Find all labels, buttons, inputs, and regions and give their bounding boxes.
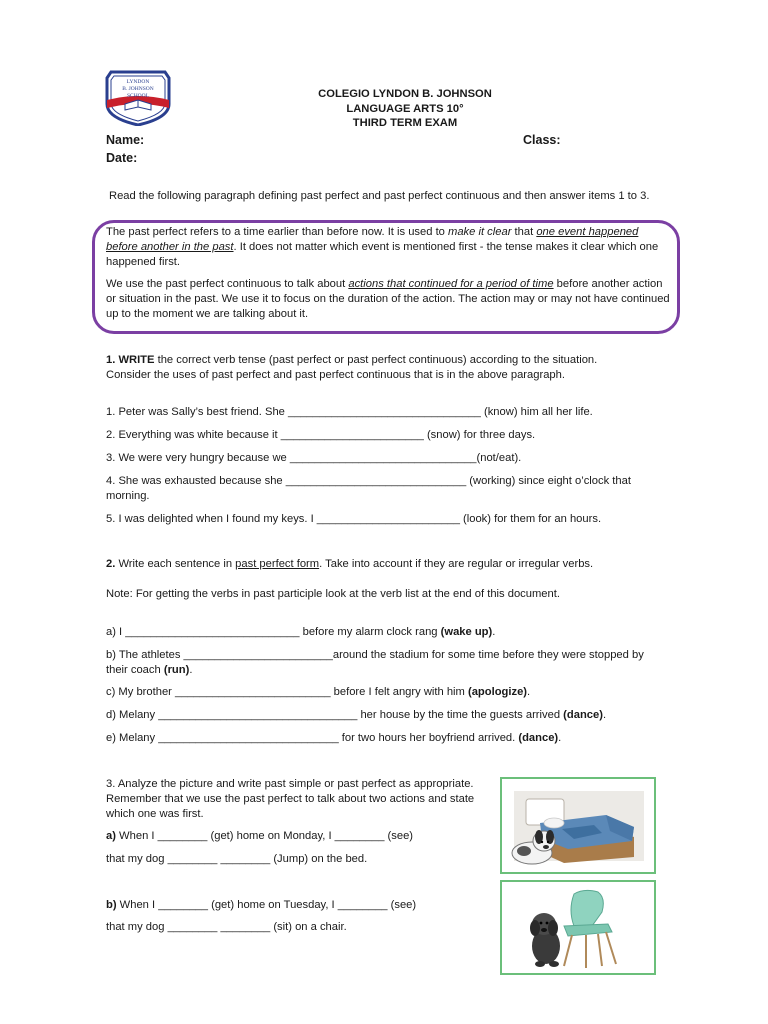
section3-item-a-line1: a) When I ________ (get) home on Monday, I ________ (see)	[106, 830, 414, 842]
section1-item-4: 4. She was exhausted because she _____________________________ (working) since eight o’clock that morning.	[106, 475, 631, 502]
section2-intro: 2. Write each sentence in past perfect form. Take into account if they are regular or irregular verbs.	[106, 558, 594, 570]
section1-item-1: 1. Peter was Sally’s best friend. She _______________________________ (know) him all her life.	[106, 406, 593, 418]
section2-item-b: b) The athletes ________________________around the stadium for some time before they were stopped by their coach (run).	[106, 649, 644, 676]
subject-name: LANGUAGE ARTS 10°	[346, 102, 464, 115]
section1-item-3: 3. We were very hungry because we ______________________________(not/eat).	[106, 452, 522, 464]
exam-title: THIRD TERM EXAM	[352, 117, 458, 129]
section2-item-a: a) I ____________________________ before my alarm clock rang (wake up).	[106, 626, 496, 638]
definition-paragraph-2: We use the past perfect continuous to talk about actions that continued for a period of time before another action or situation in the past. We use it to focus on the duration of the action. The action may or may not have continued up to the moment we are talking about it.	[106, 278, 670, 320]
picture-dog-jumped-on-bed	[500, 777, 656, 874]
section1-item-2: 2. Everything was white because it _______________________ (snow) for three days.	[106, 429, 536, 441]
reading-instructions: Read the following paragraph defining past perfect and past perfect continuous and then answer items 1 to 3.	[109, 190, 650, 202]
section3-item-b-line1: b) When I ________ (get) home on Tuesday, I ________ (see)	[106, 899, 417, 911]
date-field-label: Date:	[106, 151, 138, 165]
picture-dog-sat-on-chair	[500, 880, 656, 975]
section2-item-e: e) Melany _____________________________ for two hours her boyfriend arrived. (dance).	[106, 732, 562, 744]
section3-item-b-line2: that my dog ________ ________ (sit) on a chair.	[106, 921, 347, 933]
section2-item-d: d) Melany ________________________________ her house by the time the guests arrived (dance).	[106, 709, 607, 721]
svg-text:SCHOOL: SCHOOL	[126, 93, 150, 99]
svg-text:LYNDON: LYNDON	[126, 79, 150, 85]
name-field-label: Name:	[106, 133, 145, 147]
exam-header	[262, 87, 548, 131]
section3-item-a-line2: that my dog ________ ________ (Jump) on the bed.	[106, 853, 368, 865]
school-name: COLEGIO LYNDON B. JOHNSON	[318, 88, 492, 100]
section1-item-5: 5. I was delighted when I found my keys. I _______________________ (look) for them for an hours.	[106, 513, 602, 525]
class-field-label: Class:	[523, 133, 561, 147]
school-logo	[103, 70, 173, 126]
definition-paragraph-1: The past perfect refers to a time earlier than before now. It is used to make it clear that one event happened before another in the past. It does not matter which event is mentioned first - the tense makes it clear which one happened first.	[106, 226, 659, 268]
section1-intro: 1. WRITE the correct verb tense (past perfect or past perfect continuous) according to the situation. Consider the uses of past perfect and past perfect continuous that is in the above paragraph.	[106, 354, 598, 381]
section3-intro: 3. Analyze the picture and write past simple or past perfect as appropriate. Remember that we use the past perfect to talk about two actions and state which one was first.	[106, 778, 475, 820]
section2-item-c: c) My brother _________________________ before I felt angry with him (apologize).	[106, 686, 531, 698]
svg-text:B. JOHNSON: B. JOHNSON	[122, 86, 154, 92]
section2-note: Note: For getting the verbs in past participle look at the verb list at the end of this document.	[106, 588, 560, 600]
